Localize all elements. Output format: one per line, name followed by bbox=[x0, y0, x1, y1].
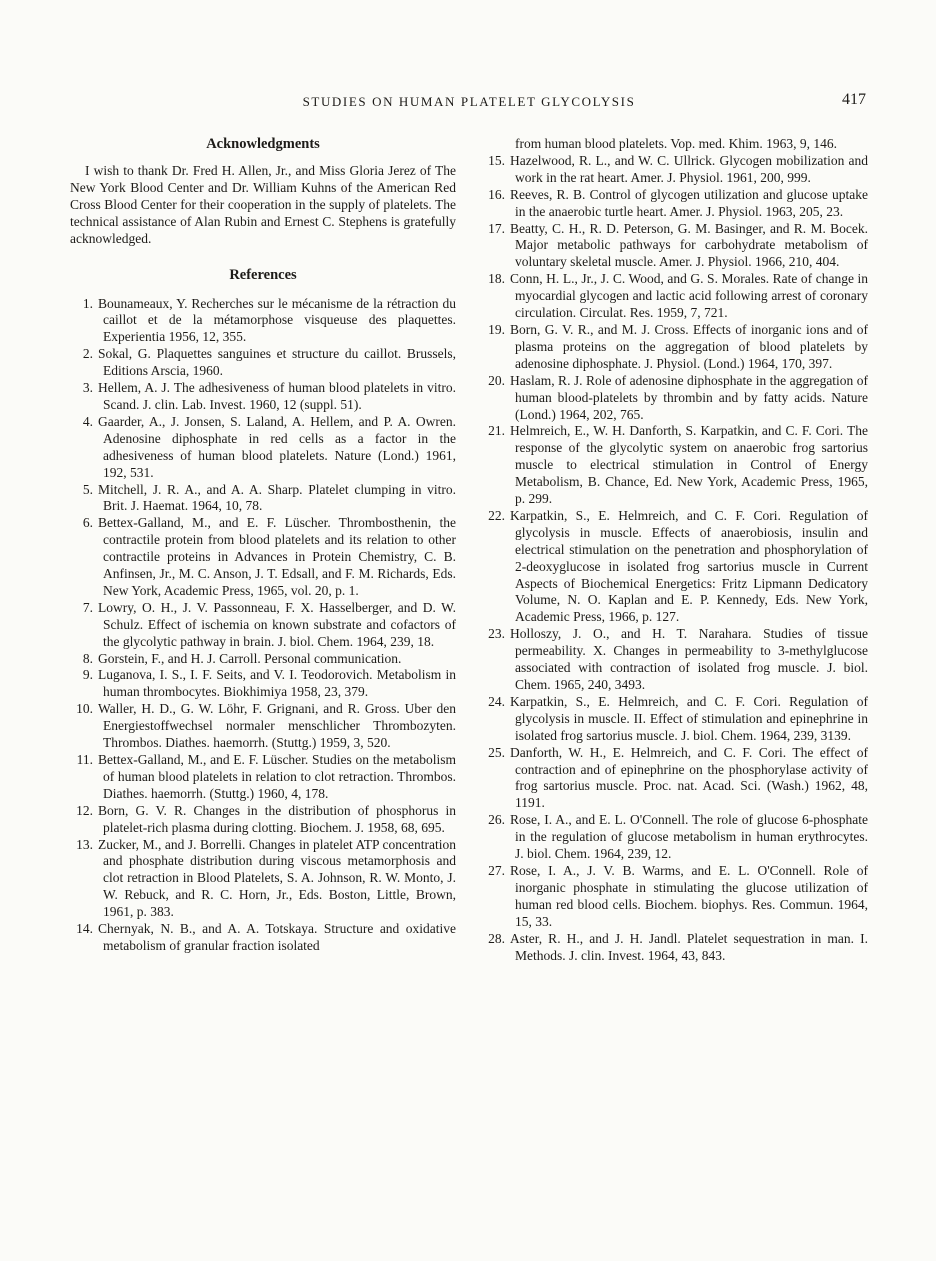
reference-text: Karpatkin, S., E. Helmreich, and C. F. Cori. Regulation of glycolysis in muscle. Effects of anaerobiosis, insulin and electrical stimulation on the penetration and phosphorylation of 2-deoxyglucose in isolated frog sartorius muscle in Current Aspects of Biochemical Energetics: Fritz Lipmann Dedicatory Volume, N. O. Kaplan and E. P. Kennedy, Eds. New York, Academic Press, 1966, p. 127. bbox=[510, 507, 868, 625]
reference-item bbox=[482, 508, 868, 626]
reference-number: 12. bbox=[76, 802, 93, 818]
reference-item bbox=[482, 187, 868, 221]
reference-text: Luganova, I. S., I. F. Seits, and V. I. Teodorovich. Metabolism in human thrombocytes. Biokhimiya 1958, 23, 379. bbox=[98, 667, 456, 700]
reference-text: Sokal, G. Plaquettes sanguines et structure du caillot. Brussels, Editions Arscia, 1960. bbox=[98, 346, 456, 379]
reference-item bbox=[482, 863, 868, 931]
reference-number: 17. bbox=[488, 220, 505, 236]
reference-text: Hellem, A. J. The adhesiveness of human blood platelets in vitro. Scand. J. clin. Lab. Invest. 1960, 12 (suppl. 51). bbox=[98, 380, 456, 412]
reference-text: Helmreich, E., W. H. Danforth, S. Karpatkin, and C. F. Cori. The response of the glycolytic system on anaerobic frog sartorius muscle to electrical stimulation in Control of Energy Metabolism, B. Chance, Ed. New York, Academic Press, 1965, p. 299. bbox=[510, 423, 868, 507]
reference-text: Danforth, W. H., E. Helmreich, and C. F. Cori. The effect of contraction and of epinephrine on the phosphorylase activity of frog sartorius muscle. Proc. nat. Acad. Sci. (Wash.) 1962, 48, 1191. bbox=[510, 744, 868, 811]
reference-text: Reeves, R. B. Control of glycogen utilization and glucose uptake in the anaerobic turtle heart. Amer. J. Physiol. 1963, 205, 23. bbox=[510, 186, 868, 219]
reference-number: 1. bbox=[82, 295, 93, 311]
running-head-title: STUDIES ON HUMAN PLATELET GLYCOLYSIS bbox=[302, 94, 636, 109]
reference-item bbox=[482, 322, 868, 373]
reference-number: 2. bbox=[82, 346, 93, 362]
reference-number: 24. bbox=[488, 693, 505, 709]
reference-text: Chernyak, N. B., and A. A. Totskaya. Structure and oxidative metabolism of granular fraction isolated bbox=[98, 921, 456, 953]
reference-item bbox=[482, 812, 868, 863]
reference-item bbox=[70, 482, 456, 516]
reference-text: Zucker, M., and J. Borrelli. Changes in platelet ATP concentration and phosphate distribution during viscous metamorphosis and clot retraction in Blood Platelets, S. A. Johnson, R. W. Monto, J. W. Rebuck, and R. C. Horn, Jr., Eds. Boston, Little, Brown, 1961, p. 383. bbox=[98, 836, 456, 920]
reference-number: 14. bbox=[76, 921, 93, 937]
reference-number: 16. bbox=[488, 186, 505, 202]
reference-item bbox=[70, 803, 456, 837]
reference-text: Lowry, O. H., J. V. Passonneau, F. X. Hasselberger, and D. W. Schulz. Effect of ischemia on known substrate and cofactors of the glycolytic pathway in brain. J. biol. Chem. 1964, 239, 18. bbox=[98, 599, 456, 649]
reference-number: 5. bbox=[82, 481, 93, 497]
reference-text: Hazelwood, R. L., and W. C. Ullrick. Glycogen mobilization and work in the rat heart. Amer. J. Physiol. 1961, 200, 999. bbox=[510, 152, 868, 185]
reference-text: Bettex-Galland, M., and E. F. Lüscher. Thrombosthenin, the contractile protein from blood platelets and its relation to other contractile proteins in Advances in Protein Chemistry, C. B. Anfinsen, Jr., M. C. Anson, J. T. Edsall, and F. M. Richards, Eds. New York, Academic Press, 1965, vol. 20, p. 1. bbox=[98, 515, 456, 598]
reference-text: Beatty, C. H., R. D. Peterson, G. M. Basinger, and R. M. Bocek. Major metabolic pathways for carbohydrate metabolism of voluntary skeletal muscle. Amer. J. Physiol. 1966, 210, 404. bbox=[510, 220, 868, 270]
page-header bbox=[70, 91, 868, 110]
reference-item bbox=[70, 651, 456, 668]
reference-number: 15. bbox=[488, 152, 505, 168]
acknowledgments-text: I wish to thank Dr. Fred H. Allen, Jr., and Miss Gloria Jerez of The New York Blood Center and Dr. William Kuhns of the American Red Cross Blood Center for their cooperation in the supply of platelets. The technical assistance of Alan Rubin and Ernest C. Stephens is gratefully acknowledged. bbox=[70, 163, 456, 246]
reference-number: 6. bbox=[82, 515, 93, 531]
reference-number: 4. bbox=[82, 413, 93, 429]
reference-item bbox=[482, 153, 868, 187]
reference-text: Waller, H. D., G. W. Löhr, F. Grignani, and R. Gross. Uber den Energiestoffwechsel normaler menschlicher Thrombozyten. Thrombos. Diathes. haemorrh. (Stuttg.) 1959, 3, 520. bbox=[98, 701, 456, 751]
left-column bbox=[70, 136, 456, 964]
reference-14-continuation: from human blood platelets. Vop. med. Khim. 1963, 9, 146. bbox=[515, 136, 837, 151]
reference-number: 9. bbox=[82, 667, 93, 683]
reference-text: Rose, I. A., and E. L. O'Connell. The role of glucose 6-phosphate in the regulation of glucose metabolism in human erythrocytes. J. biol. Chem. 1964, 239, 12. bbox=[510, 812, 868, 862]
reference-text: Born, G. V. R. Changes in the distribution of phosphorus in platelet-rich plasma during clotting. Biochem. J. 1958, 68, 695. bbox=[98, 802, 456, 835]
reference-number: 22. bbox=[488, 507, 505, 523]
reference-number: 27. bbox=[488, 862, 505, 878]
reference-item bbox=[482, 626, 868, 694]
reference-list-right bbox=[482, 153, 868, 965]
reference-item bbox=[482, 423, 868, 508]
reference-item bbox=[482, 221, 868, 272]
reference-text: Born, G. V. R., and M. J. Cross. Effects of inorganic ions and of plasma proteins on the aggregation of blood platelets by adenosine diphosphate. J. Physiol. (Lond.) 1964, 170, 397. bbox=[510, 321, 868, 371]
reference-text: Gaarder, A., J. Jonsen, S. Laland, A. Hellem, and P. A. Owren. Adenosine diphosphate in red cells as a factor in the adhesiveness of human blood platelets. Nature (Lond.) 1961, 192, 531. bbox=[98, 413, 456, 480]
right-column bbox=[482, 136, 868, 964]
reference-text: Aster, R. H., and J. H. Jandl. Platelet sequestration in man. I. Methods. J. clin. Invest. 1964, 43, 843. bbox=[510, 930, 868, 963]
reference-item bbox=[70, 921, 456, 955]
reference-text: Bounameaux, Y. Recherches sur le mécanisme de la rétraction du caillot et de la métamorphose visqueuse des plaquettes. Experientia 1956, 12, 355. bbox=[98, 295, 456, 345]
reference-list-left bbox=[70, 296, 456, 955]
acknowledgments-heading: Acknowledgments bbox=[206, 136, 320, 152]
reference-item bbox=[482, 271, 868, 322]
reference-text: Rose, I. A., J. V. B. Warms, and E. L. O'Connell. Role of inorganic phosphate in stimulating the glucose utilization of human red blood cells. Biochem. biophys. Res. Commun. 1964, 15, 33. bbox=[510, 862, 868, 929]
reference-item bbox=[70, 837, 456, 922]
reference-text: Holloszy, J. O., and H. T. Narahara. Studies of tissue permeability. X. Changes in permeability to 3-methylglucose associated with contraction of isolated frog muscle. J. biol. Chem. 1965, 240, 3493. bbox=[510, 626, 868, 692]
reference-item bbox=[70, 515, 456, 600]
reference-text: Bettex-Galland, M., and E. F. Lüscher. Studies on the metabolism of human blood platelets in relation to clot retraction. Thrombos. Diathes. haemorrh. (Stuttg.) 1960, 4, 178. bbox=[98, 752, 456, 801]
reference-number: 28. bbox=[488, 930, 505, 946]
reference-item bbox=[482, 373, 868, 424]
references-heading: References bbox=[229, 266, 297, 283]
reference-item bbox=[70, 346, 456, 380]
reference-text: Conn, H. L., Jr., J. C. Wood, and G. S. Morales. Rate of change in myocardial glycogen and lactic acid following arrest of coronary circulation. Circulat. Res. 1959, 7, 721. bbox=[510, 271, 868, 321]
reference-item bbox=[70, 380, 456, 414]
reference-number: 13. bbox=[76, 836, 93, 852]
reference-number: 18. bbox=[488, 271, 505, 287]
reference-number: 25. bbox=[488, 744, 505, 760]
reference-number: 3. bbox=[82, 380, 93, 396]
reference-number: 21. bbox=[488, 423, 505, 439]
reference-text: Mitchell, J. R. A., and A. A. Sharp. Platelet clumping in vitro. Brit. J. Haemat. 1964, 10, 78. bbox=[98, 481, 456, 514]
reference-number: 7. bbox=[82, 599, 93, 615]
reference-text: Gorstein, F., and H. J. Carroll. Personal communication. bbox=[98, 650, 402, 666]
paper-page bbox=[70, 91, 868, 964]
reference-item bbox=[70, 414, 456, 482]
reference-item bbox=[70, 296, 456, 347]
reference-number: 19. bbox=[488, 321, 505, 337]
reference-item bbox=[482, 745, 868, 813]
reference-item bbox=[70, 701, 456, 752]
reference-number: 11. bbox=[76, 752, 93, 767]
reference-item bbox=[70, 752, 456, 803]
reference-number: 8. bbox=[82, 650, 93, 666]
page-number: 417 bbox=[842, 91, 866, 108]
reference-item bbox=[70, 600, 456, 651]
reference-number: 20. bbox=[488, 372, 505, 388]
reference-item bbox=[482, 931, 868, 965]
reference-item bbox=[482, 694, 868, 745]
reference-text: Karpatkin, S., E. Helmreich, and C. F. Cori. Regulation of glycolysis in muscle. II. Effect of stimulation and epinephrine in isolated frog sartorius muscle. J. biol. Chem. 1964, 239, 3139. bbox=[510, 693, 868, 743]
reference-number: 26. bbox=[488, 812, 505, 828]
reference-text: Haslam, R. J. Role of adenosine diphosphate in the aggregation of human blood-platelets by thrombin and by fatty acids. Nature (Lond.) 1964, 202, 765. bbox=[510, 372, 868, 422]
reference-number: 10. bbox=[76, 701, 93, 717]
reference-number: 23. bbox=[488, 626, 505, 642]
reference-item bbox=[70, 667, 456, 701]
two-column-body bbox=[70, 136, 868, 964]
